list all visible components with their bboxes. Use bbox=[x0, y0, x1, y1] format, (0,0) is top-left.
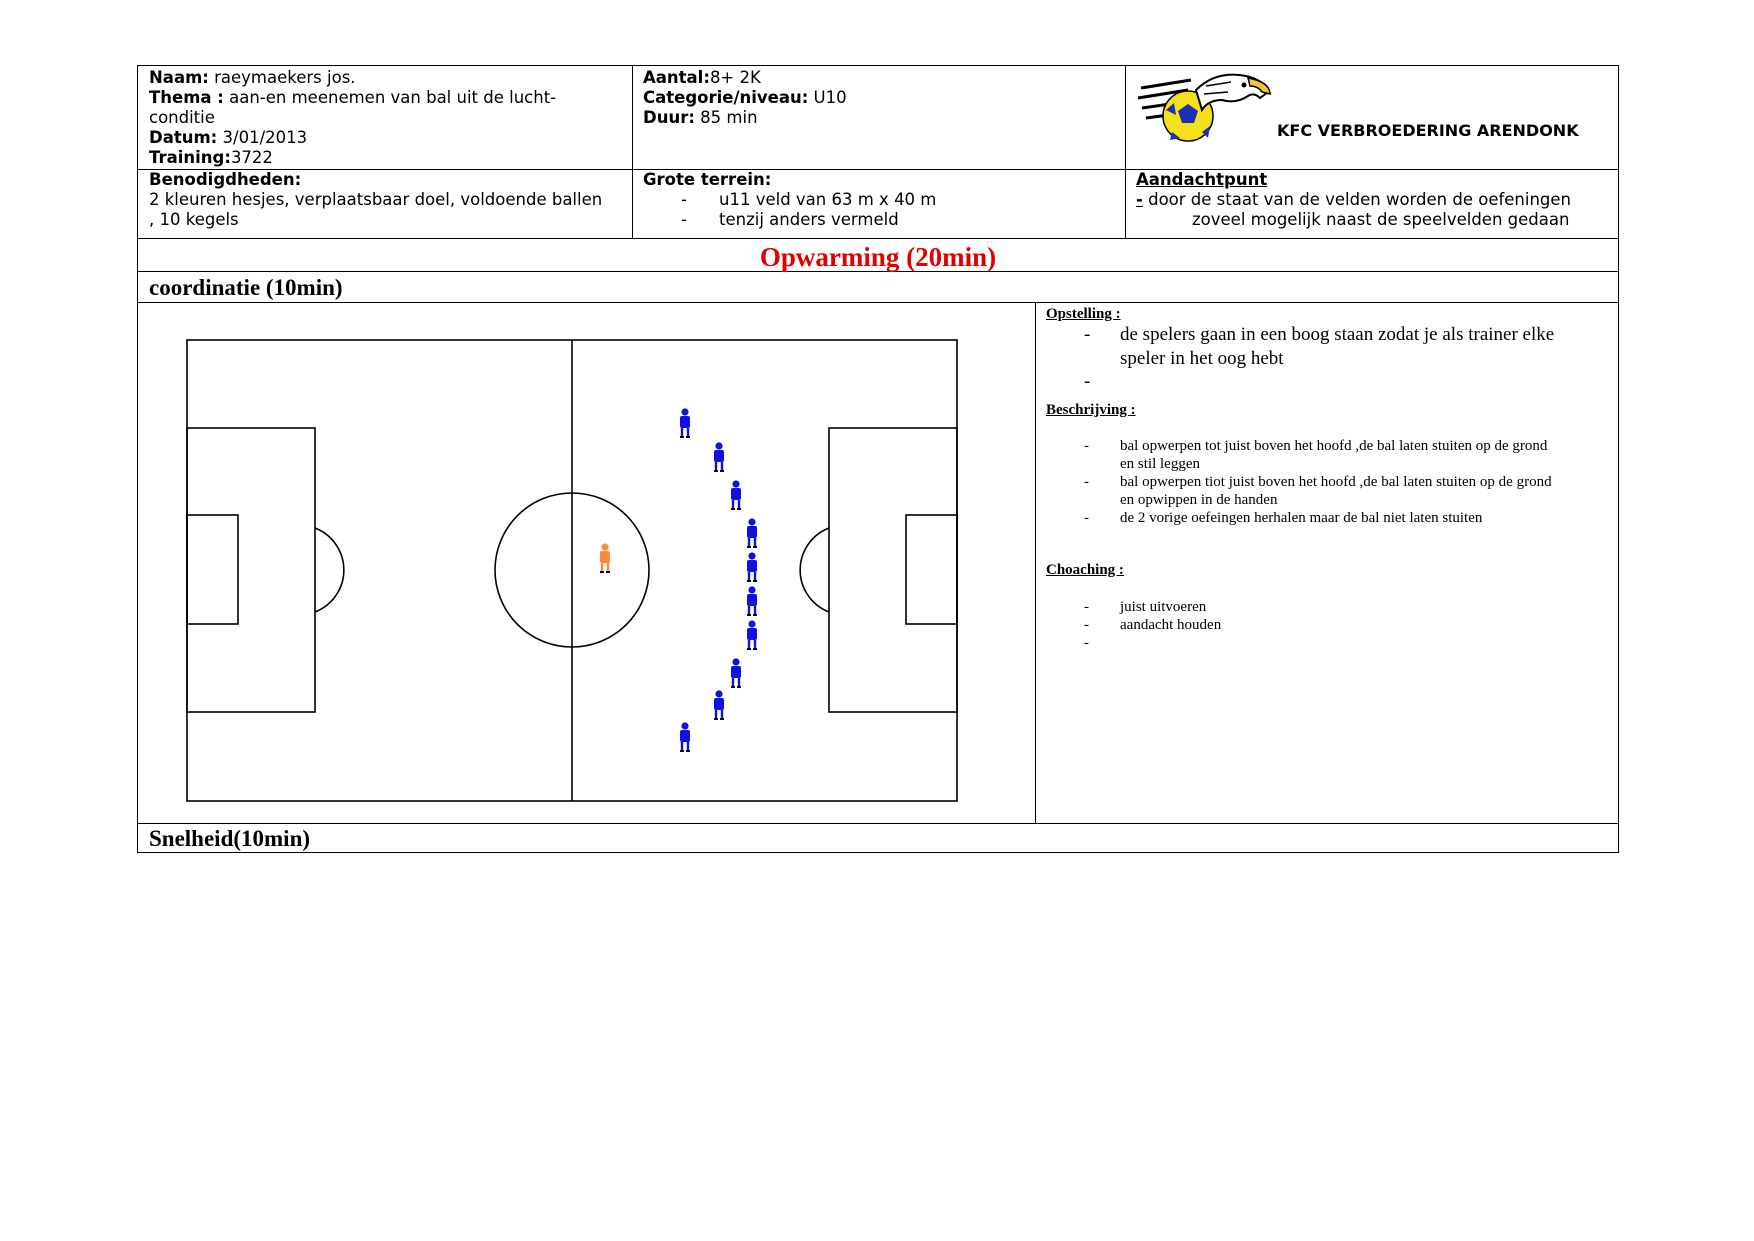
terrein-item: tenzij anders vermeld bbox=[719, 210, 899, 229]
training-sheet bbox=[137, 65, 1619, 853]
right-penalty-area bbox=[829, 428, 957, 712]
left-penalty-arc bbox=[315, 528, 344, 612]
opwarming-title: Opwarming (20min) bbox=[759, 242, 997, 272]
aandacht-line2: zoveel mogelijk naast de speelvelden gedaan bbox=[1192, 210, 1570, 229]
terrein-label: Grote terrein: bbox=[643, 170, 772, 189]
player-marker bbox=[714, 442, 724, 471]
naam-value: raeymaekers jos. bbox=[208, 68, 356, 87]
left-goal-area bbox=[187, 515, 238, 624]
datum-value: 3/01/2013 bbox=[217, 128, 308, 147]
pitch-diagram bbox=[139, 303, 1035, 822]
player-marker bbox=[680, 408, 690, 437]
benodigdheden-line1: 2 kleuren hesjes, verplaatsbaar doel, voldoende ballen bbox=[149, 190, 603, 209]
aandacht-label: Aandachtpunt bbox=[1136, 170, 1268, 189]
aandacht-cell bbox=[1136, 170, 1616, 230]
player-marker bbox=[714, 690, 724, 719]
snelheid-title: Snelheid(10min) bbox=[149, 826, 311, 851]
opstelling-item: - de spelers gaan in een boog staan zodat je als trainer elke speler in het oog hebt bbox=[1046, 323, 1612, 371]
header-person-cell bbox=[149, 68, 629, 168]
thema-value: aan-en meenemen van bal uit de lucht- bbox=[223, 88, 557, 107]
thema-label: Thema : bbox=[149, 88, 224, 107]
coaching-label: Choaching : bbox=[1046, 562, 1124, 578]
training-label: Training: bbox=[149, 148, 231, 167]
player-marker bbox=[747, 518, 757, 547]
categorie-label: Categorie/niveau: bbox=[643, 88, 809, 107]
training-value: 3722 bbox=[230, 148, 273, 167]
beschrijving-item: - de 2 vorige oefeingen herhalen maar de bal niet laten stuiten bbox=[1084, 510, 1483, 526]
aandacht-dash: - bbox=[1136, 190, 1143, 209]
trainer-marker bbox=[600, 543, 610, 572]
coordinatie-title: coordinatie (10min) bbox=[149, 275, 343, 300]
player-marker bbox=[747, 552, 757, 581]
player-marker bbox=[731, 658, 741, 687]
coaching-item: - juist uitvoeren bbox=[1084, 599, 1207, 615]
datum-label: Datum: bbox=[149, 128, 218, 147]
duur-value: 85 min bbox=[694, 108, 758, 127]
naam-label: Naam: bbox=[149, 68, 209, 87]
coaching-item: - aandacht houden bbox=[1084, 617, 1222, 633]
player-marker bbox=[747, 586, 757, 615]
player-marker bbox=[680, 722, 690, 751]
thema-value-cont: conditie bbox=[149, 108, 215, 127]
player-marker bbox=[731, 480, 741, 509]
categorie-value: U10 bbox=[808, 88, 847, 107]
header-group-cell bbox=[643, 68, 1123, 128]
club-name: KFC VERBROEDERING ARENDONK bbox=[1277, 121, 1579, 140]
right-penalty-arc bbox=[800, 528, 829, 612]
left-penalty-area bbox=[187, 428, 315, 712]
aantal-value: 8+ 2K bbox=[709, 68, 761, 87]
benodigdheden-cell bbox=[149, 170, 629, 230]
terrein-item: u11 veld van 63 m x 40 m bbox=[719, 190, 937, 209]
benodigdheden-line2: , 10 kegels bbox=[149, 210, 239, 229]
duur-label: Duur: bbox=[643, 108, 695, 127]
exercise-text: Opstelling : - de spelers gaan in een boog staan zodat je als trainer elke speler in het oog hebt - Beschrijving : - bal opwerpen tot juist boven het hoofd ,de bal laten stuiten op de grond en stil leggen - bal opwerpen tiot juist boven het hoofd ,de bal laten stuiten op de grond en opwippen in de handen - de 2 vorige oefeingen herhalen maar de bal niet laten stuiten Choaching : - juist uitvoeren - aandacht houden - bbox=[1046, 305, 1612, 652]
opstelling-label: Opstelling : bbox=[1046, 306, 1121, 322]
club-logo-icon bbox=[1136, 70, 1286, 150]
beschrijving-label: Beschrijving : bbox=[1046, 402, 1136, 418]
right-goal-area bbox=[906, 515, 957, 624]
player-marker bbox=[747, 620, 757, 649]
aantal-label: Aantal: bbox=[643, 68, 710, 87]
benodigdheden-label: Benodigdheden: bbox=[149, 170, 302, 189]
club-logo-cell bbox=[1126, 66, 1618, 169]
coaching-item: - bbox=[1084, 635, 1089, 651]
terrein-cell: Grote terrein: - u11 veld van 63 m x 40 m - tenzij anders vermeld bbox=[643, 170, 937, 229]
aandacht-line1: door de staat van de velden worden de oefeningen bbox=[1142, 190, 1572, 209]
opstelling-text: de spelers gaan in een boog staan zodat je als trainer elke speler in het oog hebt bbox=[1120, 324, 1555, 369]
beschrijving-item: - bal opwerpen tiot juist boven het hoofd ,de bal laten stuiten op de grond en opwippen in de handen bbox=[1084, 474, 1552, 508]
beschrijving-item: - bal opwerpen tot juist boven het hoofd ,de bal laten stuiten op de grond en stil leggen bbox=[1084, 438, 1548, 472]
